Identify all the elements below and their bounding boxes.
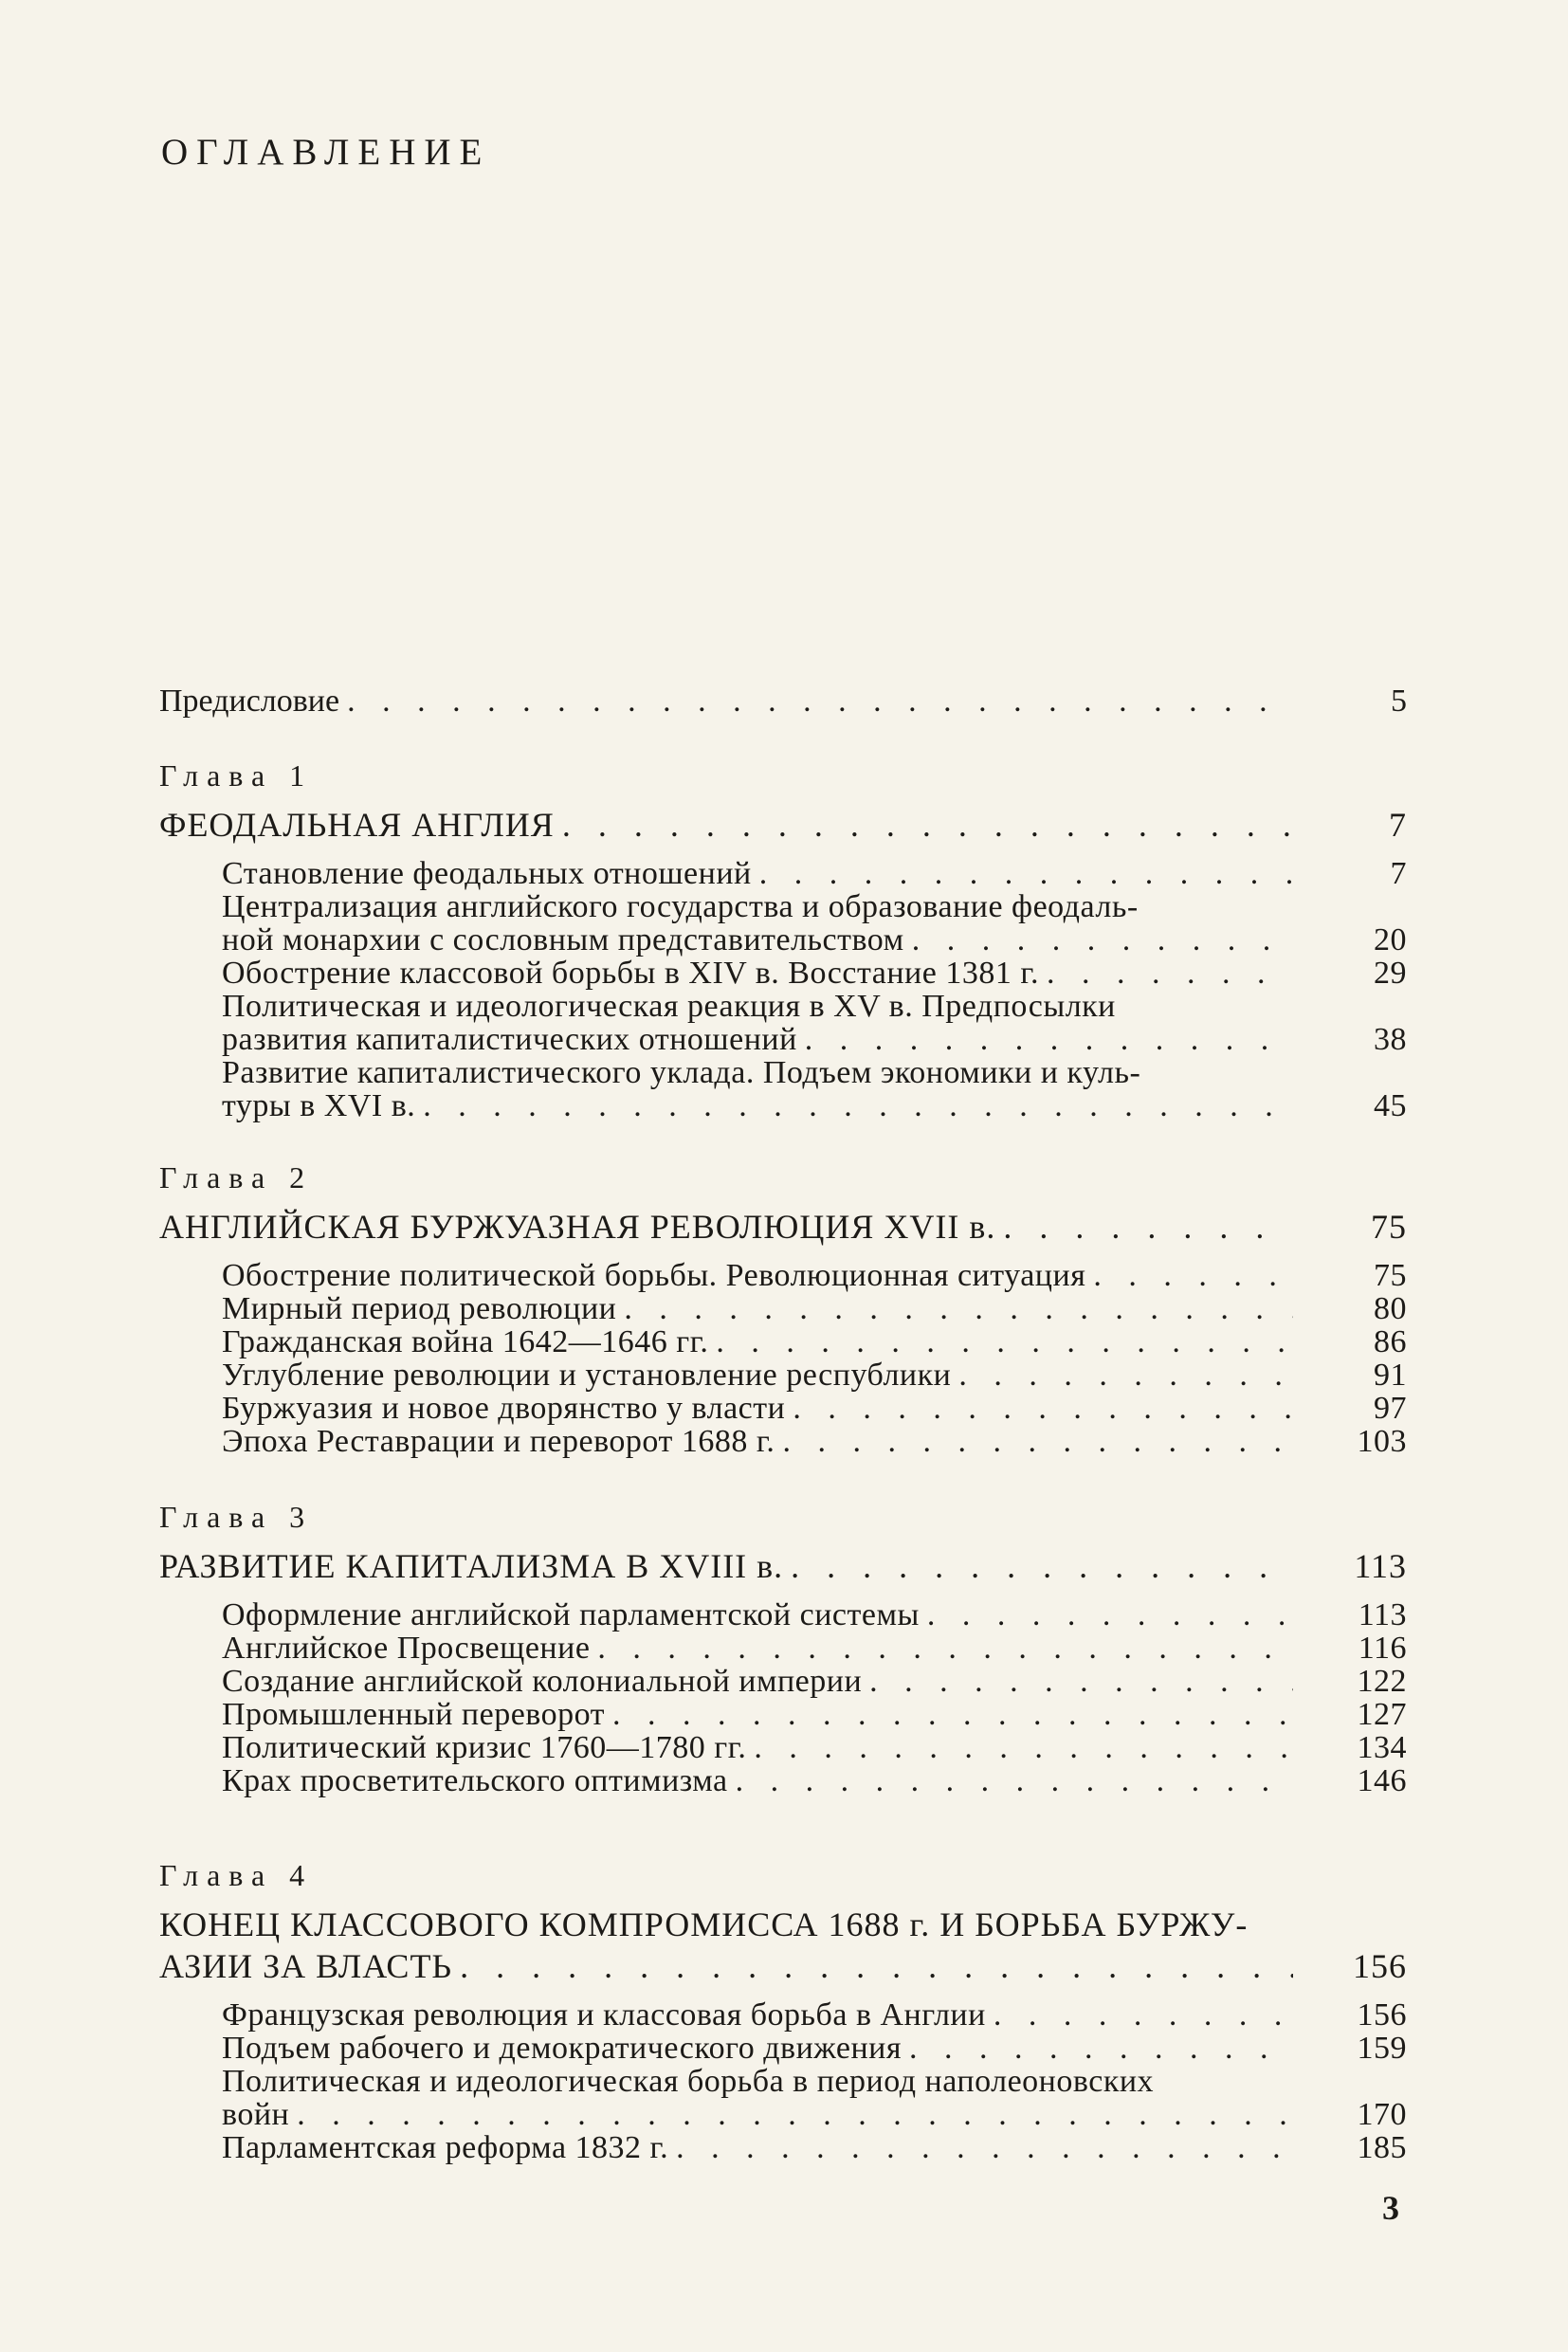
section-entry-text: Политический кризис 1760—1780 гг. — [222, 1730, 747, 1765]
dot-leader — [668, 2131, 1293, 2165]
section-entry-line: Развитие капиталистического уклада. Подъем экономики и куль- — [222, 1055, 1141, 1090]
section-entry-page-number: 113 — [1358, 1597, 1407, 1632]
page-title: ОГЛАВЛЕНИЕ — [161, 132, 491, 173]
section-entry-page-number: 86 — [1374, 1324, 1407, 1359]
dot-leader — [339, 684, 1293, 719]
dot-leader — [904, 923, 1293, 957]
section-entry[interactable] — [222, 1358, 1407, 1393]
section-entry-page-number: 116 — [1358, 1631, 1407, 1666]
dot-leader — [920, 1598, 1293, 1632]
section-entry-text: Французская революция и классовая борьба в Англии — [222, 1997, 986, 2033]
section-entry[interactable] — [222, 1392, 1407, 1426]
section-entry[interactable] — [222, 1632, 1407, 1666]
section-entry-page-number: 122 — [1357, 1664, 1407, 1699]
section-entry-text: Крах просветительского оптимизма — [222, 1763, 728, 1798]
section-entry-page-number: 134 — [1357, 1730, 1407, 1765]
section-entry-text: Углубление революции и установление республики — [222, 1358, 952, 1393]
section-entry-text: ной монархии с сословным представительством — [222, 922, 904, 957]
section-entry-text: Гражданская война 1642—1646 гг. — [222, 1324, 709, 1359]
section-entry-page-number: 45 — [1374, 1088, 1407, 1123]
dot-leader — [752, 857, 1293, 891]
dot-leader — [728, 1764, 1293, 1798]
section-entry-page-number: 20 — [1374, 922, 1407, 957]
dot-leader — [783, 1549, 1293, 1583]
section-entry[interactable] — [222, 957, 1407, 991]
chapter-title-text: ФЕОДАЛЬНАЯ АНГЛИЯ — [159, 806, 555, 844]
dot-leader — [590, 1632, 1293, 1666]
preface-entry-page-number: 5 — [1391, 684, 1407, 719]
chapter-title-text: РАЗВИТИЕ КАПИТАЛИЗМА В XVIII в. — [159, 1547, 784, 1585]
section-entry-text: Эпоха Реставрации и переворот 1688 г. — [222, 1424, 775, 1459]
section-entry[interactable] — [222, 1325, 1407, 1359]
chapter-title-text: АНГЛИЙСКАЯ БУРЖУАЗНАЯ РЕВОЛЮЦИЯ XVII в. — [159, 1208, 996, 1246]
section-entry-page-number: 97 — [1374, 1391, 1407, 1426]
section-entry-page-number: 146 — [1357, 1763, 1407, 1798]
chapter-label: Глава 2 — [159, 1160, 314, 1194]
page-number: 3 — [1382, 2189, 1399, 2227]
section-entry[interactable] — [222, 2098, 1407, 2132]
dot-leader — [797, 1023, 1293, 1057]
dot-leader — [616, 1292, 1293, 1326]
section-entry-page-number: 91 — [1374, 1358, 1407, 1393]
section-entry[interactable] — [222, 1998, 1407, 2033]
dot-leader — [862, 1665, 1293, 1699]
dot-leader — [289, 2098, 1293, 2132]
dot-leader — [785, 1392, 1293, 1426]
dot-leader — [986, 1998, 1293, 2033]
section-entry-text: Буржуазия и новое дворянство у власти — [222, 1391, 786, 1426]
section-entry-text: Парламентская реформа 1832 г. — [222, 2130, 669, 2165]
chapter-title-page-number: 113 — [1354, 1547, 1407, 1585]
section-entry[interactable] — [222, 1665, 1407, 1699]
section-entry-page-number: 75 — [1374, 1258, 1407, 1293]
chapter-label: Глава 4 — [159, 1858, 314, 1892]
section-entry[interactable] — [222, 923, 1407, 957]
section-entry[interactable] — [222, 2032, 1407, 2066]
chapter-title-page-number: 75 — [1371, 1208, 1407, 1246]
dot-leader — [775, 1425, 1293, 1459]
section-entry-text: Мирный период революции — [222, 1291, 617, 1326]
section-entry-text: Подъем рабочего и демократического движения — [222, 2031, 902, 2066]
section-entry[interactable] — [222, 857, 1407, 891]
dot-leader — [605, 1698, 1293, 1732]
section-entry-text: Становление феодальных отношений — [222, 856, 752, 891]
section-entry[interactable] — [222, 1259, 1407, 1293]
section-entry-page-number: 7 — [1390, 856, 1407, 891]
section-entry-text: войн — [222, 2097, 290, 2132]
dot-leader — [902, 2032, 1293, 2066]
dot-leader — [746, 1731, 1293, 1765]
section-entry-page-number: 103 — [1357, 1424, 1407, 1459]
section-entry-text: Английское Просвещение — [222, 1631, 591, 1666]
dot-leader — [452, 1949, 1293, 1983]
section-entry-page-number: 156 — [1357, 1997, 1407, 2033]
chapter-title-text: АЗИИ ЗА ВЛАСТЬ — [159, 1947, 453, 1985]
dot-leader — [708, 1325, 1293, 1359]
section-entry-text: Создание английской колониальной империи — [222, 1664, 863, 1699]
section-entry-page-number: 170 — [1357, 2097, 1407, 2132]
dot-leader — [995, 1210, 1293, 1244]
section-entry[interactable] — [222, 1764, 1407, 1798]
dot-leader — [415, 1089, 1293, 1123]
section-entry-page-number: 80 — [1374, 1291, 1407, 1326]
section-entry-text: Обострение классовой борьбы в XIV в. Восстание 1381 г. — [222, 956, 1039, 991]
chapter-title[interactable] — [159, 808, 1407, 842]
chapter-title[interactable] — [159, 1949, 1407, 1983]
section-entry-text: Оформление английской парламентской системы — [222, 1597, 920, 1632]
section-entry-page-number: 127 — [1357, 1697, 1407, 1732]
preface-entry[interactable] — [159, 684, 1407, 719]
dot-leader — [1039, 957, 1293, 991]
dot-leader — [1085, 1259, 1293, 1293]
chapter-title-page-number: 7 — [1389, 806, 1407, 844]
section-entry[interactable] — [222, 1425, 1407, 1459]
chapter-title[interactable] — [159, 1210, 1407, 1244]
section-entry[interactable] — [222, 1698, 1407, 1732]
section-entry-text: туры в XVI в. — [222, 1088, 416, 1123]
section-entry[interactable] — [222, 1731, 1407, 1765]
section-entry-page-number: 29 — [1374, 956, 1407, 991]
section-entry-text: Обострение политической борьбы. Революционная ситуация — [222, 1258, 1086, 1293]
section-entry[interactable] — [222, 1292, 1407, 1326]
section-entry-page-number: 159 — [1357, 2031, 1407, 2066]
section-entry-text: развития капиталистических отношений — [222, 1022, 797, 1057]
chapter-label: Глава 1 — [159, 758, 314, 793]
preface-entry-text: Предисловие — [159, 684, 340, 719]
section-entry[interactable] — [222, 2131, 1407, 2165]
chapter-title[interactable] — [159, 1549, 1407, 1583]
section-entry[interactable] — [222, 1089, 1407, 1123]
section-entry-line: Централизация английского государства и образование феодаль- — [222, 889, 1139, 924]
dot-leader — [951, 1358, 1293, 1393]
section-entry-line: Политическая и идеологическая борьба в период наполеоновских — [222, 2064, 1155, 2099]
section-entry[interactable] — [222, 1598, 1407, 1632]
section-entry-line: Политическая и идеологическая реакция в XV в. Предпосылки — [222, 989, 1116, 1024]
dot-leader — [555, 808, 1293, 842]
section-entry-page-number: 185 — [1357, 2130, 1407, 2165]
chapter-label: Глава 3 — [159, 1500, 314, 1534]
section-entry-page-number: 38 — [1374, 1022, 1407, 1057]
chapter-title-line: КОНЕЦ КЛАССОВОГО КОМПРОМИССА 1688 г. И БОРЬБА БУРЖУ- — [159, 1905, 1249, 1943]
section-entry-text: Промышленный переворот — [222, 1697, 606, 1732]
chapter-title-page-number: 156 — [1353, 1947, 1407, 1985]
section-entry[interactable] — [222, 1023, 1407, 1057]
